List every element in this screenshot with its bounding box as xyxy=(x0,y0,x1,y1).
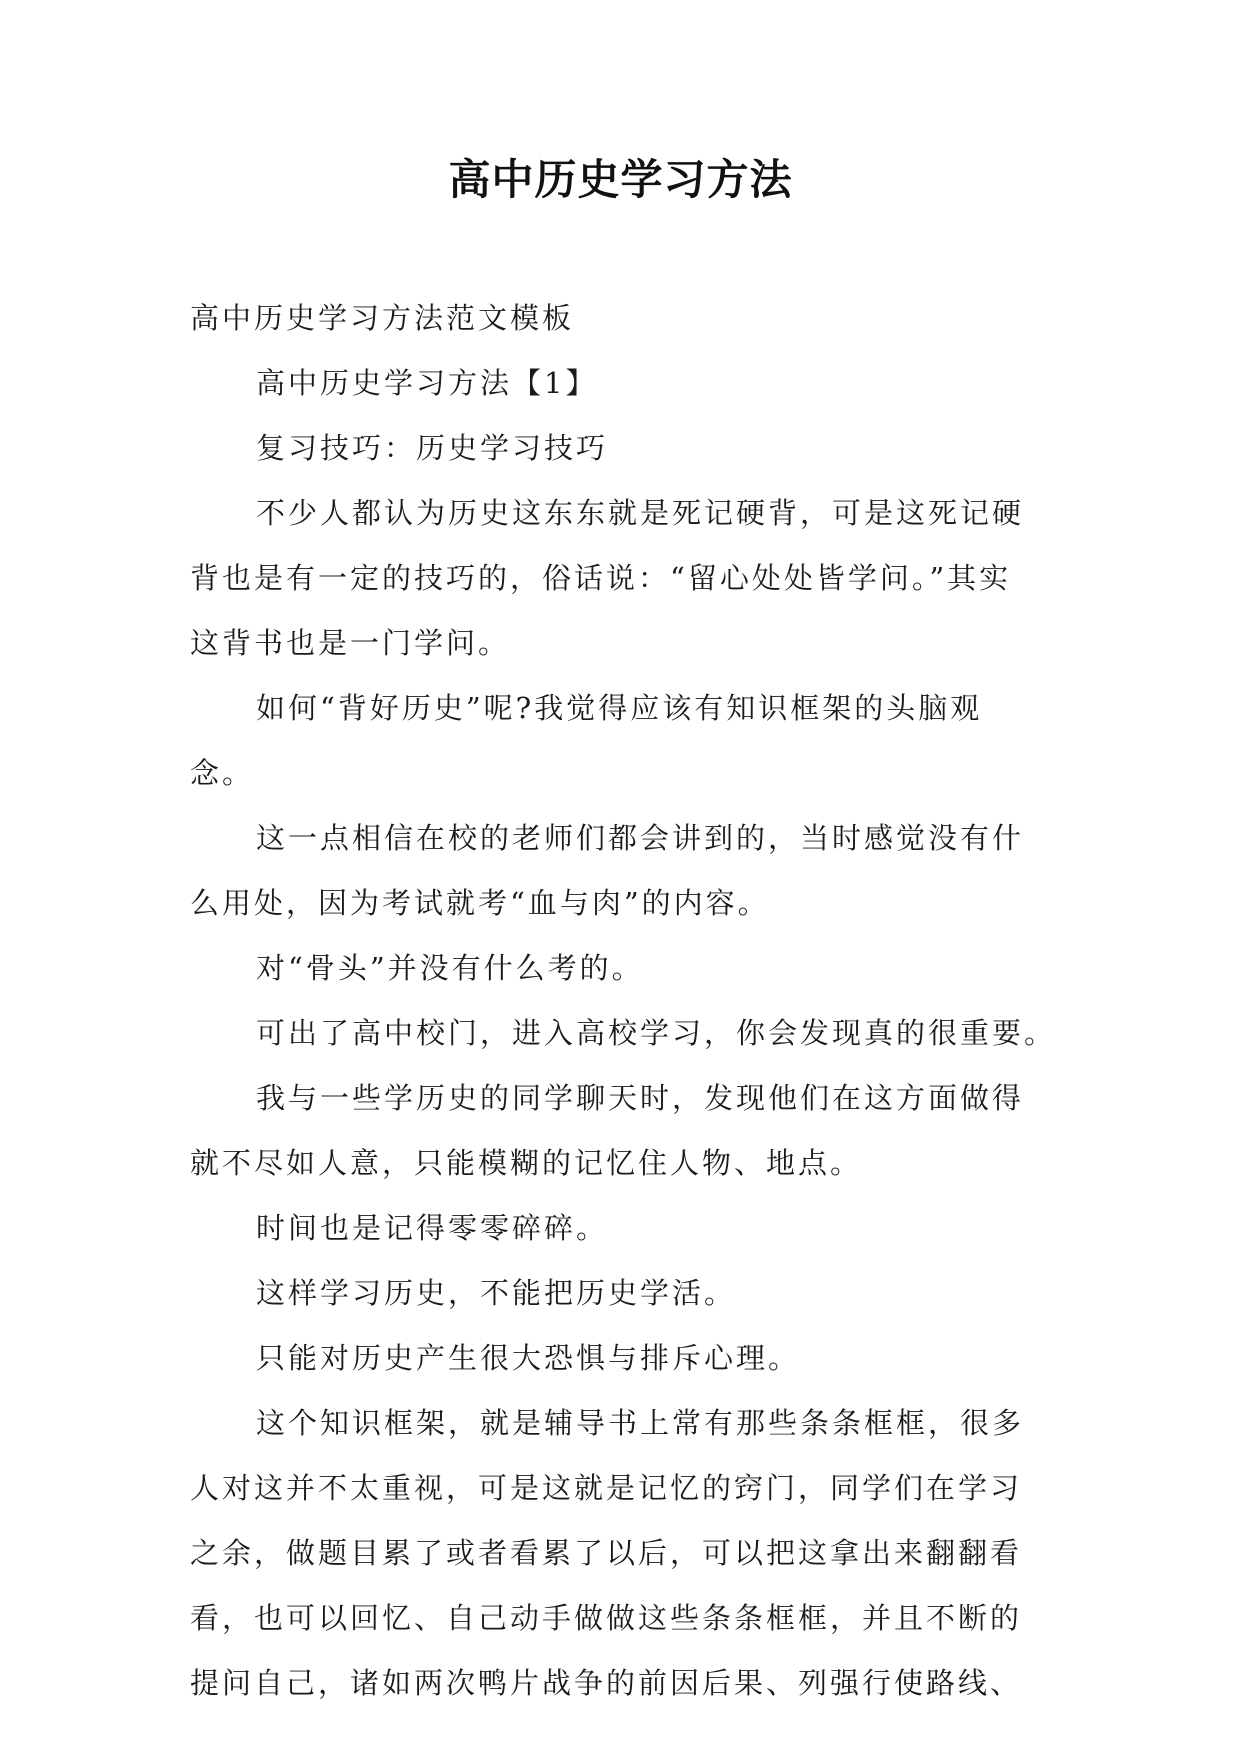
text-line: 念。 xyxy=(190,756,255,790)
text-line: 之余，做题目累了或者看累了以后，可以把这拿出来翻翻看 xyxy=(190,1536,1023,1570)
text-line: 对“骨头”并没有什么考的。 xyxy=(256,951,644,985)
text-line: 背也是有一定的技巧的，俗话说：“留心处处皆学问。”其实 xyxy=(190,561,1012,595)
text-line: 只能对历史产生很大恐惧与排斥心理。 xyxy=(256,1341,801,1375)
text-line: 高中历史学习方法范文模板 xyxy=(190,301,575,335)
text-line: 不少人都认为历史这东东就是死记硬背，可是这死记硬 xyxy=(256,496,1025,530)
text-line: 人对这并不太重视，可是这就是记忆的窍门，同学们在学习 xyxy=(190,1471,1023,1505)
text-line: 提问自己，诸如两次鸭片战争的前因后果、列强行使路线、 xyxy=(190,1666,1023,1700)
text-line: 如何“背好历史”呢?我觉得应该有知识框架的头脑观 xyxy=(256,691,983,725)
text-line: 这背书也是一门学问。 xyxy=(190,626,511,660)
document-body xyxy=(190,286,1060,1716)
text-line: 高中历史学习方法【1】 xyxy=(256,366,598,400)
text-line: 我与一些学历史的同学聊天时，发现他们在这方面做得 xyxy=(256,1081,1025,1115)
text-line: 么用处，因为考试就考“血与肉”的内容。 xyxy=(190,886,770,920)
text-line: 这样学习历史，不能把历史学活。 xyxy=(256,1276,737,1310)
text-line: 复习技巧：历史学习技巧 xyxy=(256,431,609,465)
document-title: 高中历史学习方法 xyxy=(448,155,793,204)
text-line: 这一点相信在校的老师们都会讲到的，当时感觉没有什 xyxy=(256,821,1025,855)
text-line: 可出了高中校门，进入高校学习，你会发现真的很重要。 xyxy=(256,1016,1057,1050)
text-line: 看，也可以回忆、自己动手做做这些条条框框，并且不断的 xyxy=(190,1601,1023,1635)
text-line: 就不尽如人意，只能模糊的记忆住人物、地点。 xyxy=(190,1146,863,1180)
text-line: 这个知识框架，就是辅导书上常有那些条条框框，很多 xyxy=(256,1406,1025,1440)
text-line: 时间也是记得零零碎碎。 xyxy=(256,1211,609,1245)
